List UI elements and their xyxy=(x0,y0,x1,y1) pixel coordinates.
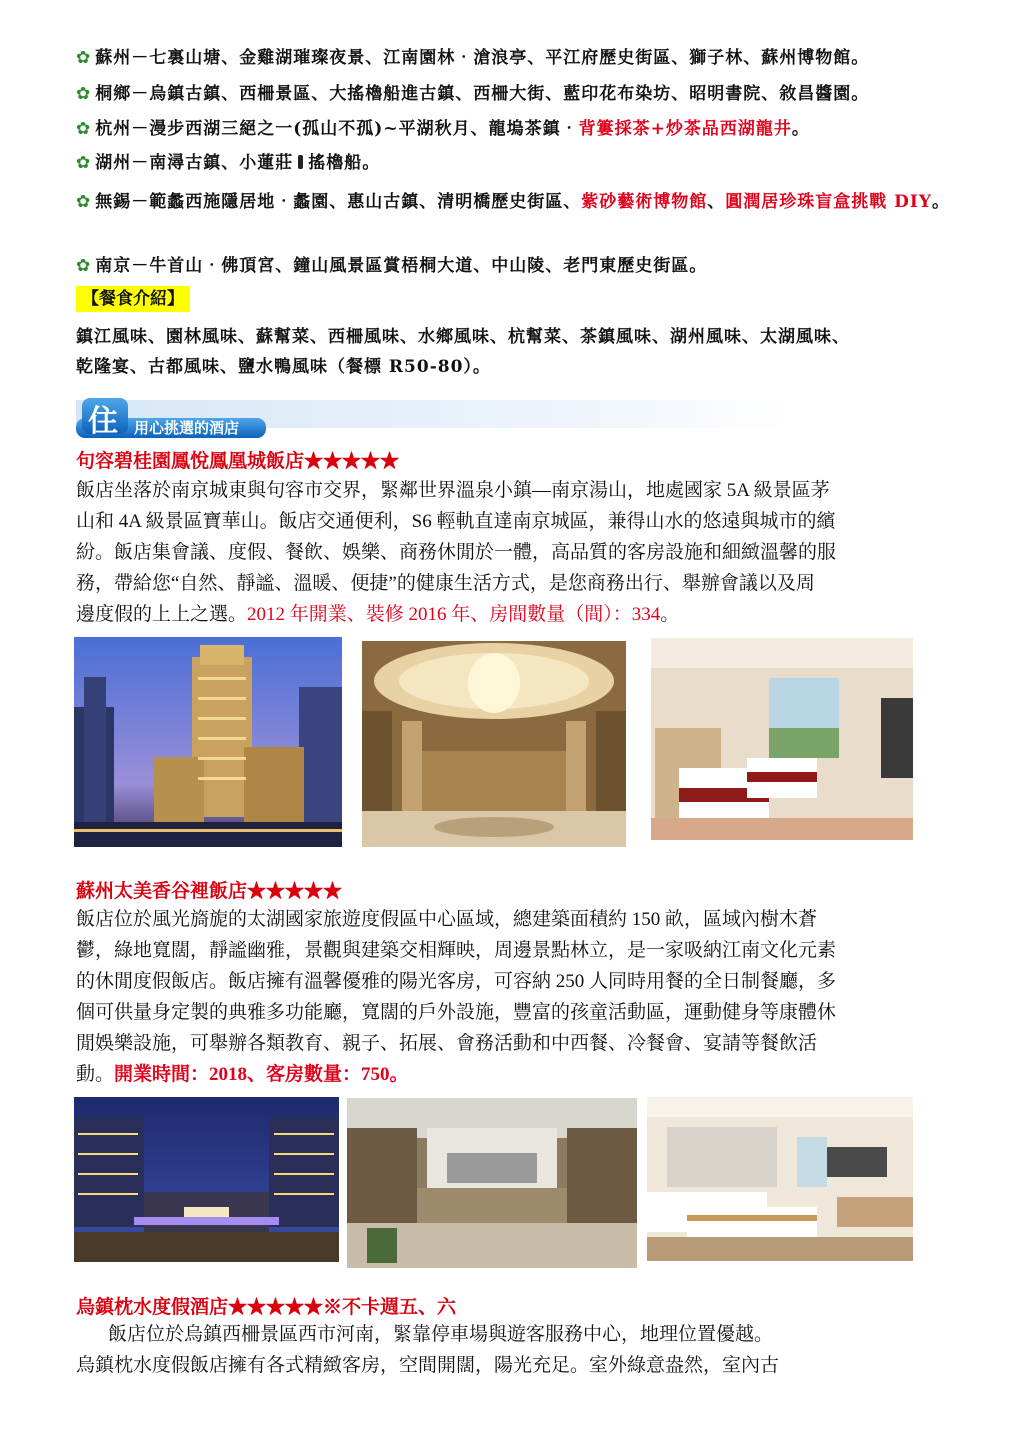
itinerary-text: 牛首山‧佛頂宮、鐘山風景區賞梧桐大道、中山陵、老門東歷史街區。 xyxy=(149,256,708,276)
hotel-description: 飯店位於風光旖旎的太湖國家旅遊度假區中心區域，總建築面積約 150 畝，區域內樹木蒼 鬱，綠地寬闊，靜謐幽雅，景觀與建築交相輝映，周邊景點林立，是一家吸納江南文化元素 的休閒度假飯店。飯店擁有溫馨優雅的陽光客房，可容納 250 人同時用餐的全日制餐廳，多 個可供量身定製的典雅多功能廳，寬闊的戶外設施，豐富的孩童活動區，運動健身等康體休 閒娛樂設施，可舉辦各類教育、親子、拓展、會務活動和中西餐、冷餐會、宴請等餐飲活 動。開業時間：2018、客房數量：750。 xyxy=(76,909,837,1085)
hotel-photo-room xyxy=(651,638,913,840)
itinerary-line-wuxi: ✿ 無錫－範蠡西施隱居地‧蠡園、惠山古鎮、清明橋歷史街區、紫砂藝術博物館、圓潤居珍珠盲盒挑戰 DIY。 xyxy=(76,192,950,212)
banner-char: 住 xyxy=(88,404,118,439)
itinerary-text: 漫步西湖三絕之一(孤山不孤)~平湖秋月、龍塢茶鎮‧ xyxy=(149,119,579,139)
highlight-text: 紫砂藝術博物館 xyxy=(581,192,708,212)
hotel-photo-twin-room xyxy=(647,1097,913,1261)
hotel-photo-exterior-night xyxy=(74,1097,339,1262)
hotel-title xyxy=(76,876,342,903)
city-name: 蘇州 xyxy=(95,48,132,68)
city-name: 杭州 xyxy=(95,119,132,139)
itinerary-line-suzhou: ✿ 蘇州－七裏山塘、金雞湖璀璨夜景、江南園林‧滄浪亭、平江府歷史街區、獅子林、蘇州博物館。 xyxy=(76,48,870,68)
city-name: 無錫 xyxy=(95,192,132,212)
hotel-name: 烏鎮枕水度假酒店 xyxy=(76,1297,229,1318)
itinerary-line-nanjing: ✿ 南京－牛首山‧佛頂宮、鐘山風景區賞梧桐大道、中山陵、老門東歷史街區。 xyxy=(76,256,708,276)
hotel-photo-lobby xyxy=(362,641,626,847)
flower-bullet-icon: ✿ xyxy=(76,84,92,104)
itinerary-text: 七裏山塘、金雞湖璀璨夜景、江南園林‧滄浪亭、平江府歷史街區、獅子林、蘇州博物館。 xyxy=(149,48,870,68)
hotel-description: 飯店位於烏鎮西柵景區西市河南，緊靠停車場與遊客服務中心，地理位置優越。 烏鎮枕水度假飯店擁有各式精緻客房，空間開闊，陽光充足。室外綠意盎然，室內古 xyxy=(76,1324,780,1376)
star-rating: ★★★★★ xyxy=(247,881,343,902)
hotel-facts: 開業時間：2018、客房數量：750。 xyxy=(114,1064,409,1085)
star-rating: ★★★★★ xyxy=(228,1297,324,1318)
banner-label: 用心挑選的酒店 xyxy=(134,419,240,437)
meal-description: 鎮江風味、園林風味、蘇幫菜、西柵風味、水鄉風味、杭幫菜、茶鎮風味、湖州風味、太湖風味、 乾隆宴、古都風味、鹽水鴨風味（餐標 R50-80）。 xyxy=(76,327,850,377)
itinerary-line-tongxiang: ✿ 桐鄉－烏鎮古鎮、西柵景區、大搖櫓船進古鎮、西柵大街、藍印花布染坊、昭明書院、敘昌醬園。 xyxy=(76,84,870,104)
star-rating: ★★★★★ xyxy=(304,451,400,472)
hotel-title xyxy=(76,1292,456,1319)
itinerary-text: 範蠡西施隱居地‧蠡園、惠山古鎮、清明橋歷史街區、 xyxy=(149,192,582,212)
hotel-photo-exterior xyxy=(74,637,342,847)
boat-icon xyxy=(296,154,305,170)
city-name: 南京 xyxy=(95,256,132,276)
hotel-photo-lobby-hall xyxy=(347,1098,637,1268)
flower-bullet-icon: ✿ xyxy=(76,153,92,173)
hotel-name: 句容碧桂園鳳悅鳳凰城飯店 xyxy=(76,451,305,472)
accommodation-banner xyxy=(76,398,786,438)
flower-bullet-icon: ✿ xyxy=(76,119,92,139)
highlight-text: 背簍採茶+炒茶品西湖龍井 xyxy=(578,119,792,139)
city-name: 桐鄉 xyxy=(95,84,132,104)
hotel-facts: 2012 年開業、裝修 2016 年、房間數量（間）：334 xyxy=(247,604,661,625)
hotel-title xyxy=(76,446,399,473)
highlight-text: 圓潤居珍珠盲盒挑戰 DIY xyxy=(725,192,932,212)
flower-bullet-icon: ✿ xyxy=(76,256,92,276)
itinerary-line-hangzhou: ✿ 杭州－漫步西湖三絕之一(孤山不孤)~平湖秋月、龍塢茶鎮‧背簍採茶+炒茶品西湖龍井。 xyxy=(76,119,810,139)
flower-bullet-icon: ✿ xyxy=(76,192,92,212)
flower-bullet-icon: ✿ xyxy=(76,48,92,68)
meal-section-tag: 【餐食介紹】 xyxy=(76,286,190,312)
itinerary-line-huzhou: ✿ 湖州－南潯古鎮、小蓮莊 搖櫓船。 xyxy=(76,153,381,173)
hotel-description: 飯店坐落於南京城東與句容市交界，緊鄰世界溫泉小鎮—南京湯山，地處國家 5A 級景區茅 山和 4A 級景區寶華山。飯店交通便利，S6 輕軌直達南京城區，兼得山水的悠遠與城市的繽 紛。飯店集會議、度假、餐飲、娛樂、商務休閒於一體，高品質的客房設施和細緻溫馨的服 務，帶給您“自然、靜謐、溫暖、便捷”的健康生活方式，是您商務出行、舉辦會議以及周 邊度假的上上之選。2012 年開業、裝修 2016 年、房間數量（間）：334。 xyxy=(76,480,837,625)
hotel-note: ※不卡週五、六 xyxy=(323,1297,457,1318)
city-name: 湖州 xyxy=(95,153,132,173)
hotel-name: 蘇州太美香谷裡飯店 xyxy=(76,881,248,902)
itinerary-text: 烏鎮古鎮、西柵景區、大搖櫓船進古鎮、西柵大街、藍印花布染坊、昭明書院、敘昌醬園。 xyxy=(149,84,870,104)
itinerary-text: 南潯古鎮、小蓮莊 xyxy=(149,153,294,173)
